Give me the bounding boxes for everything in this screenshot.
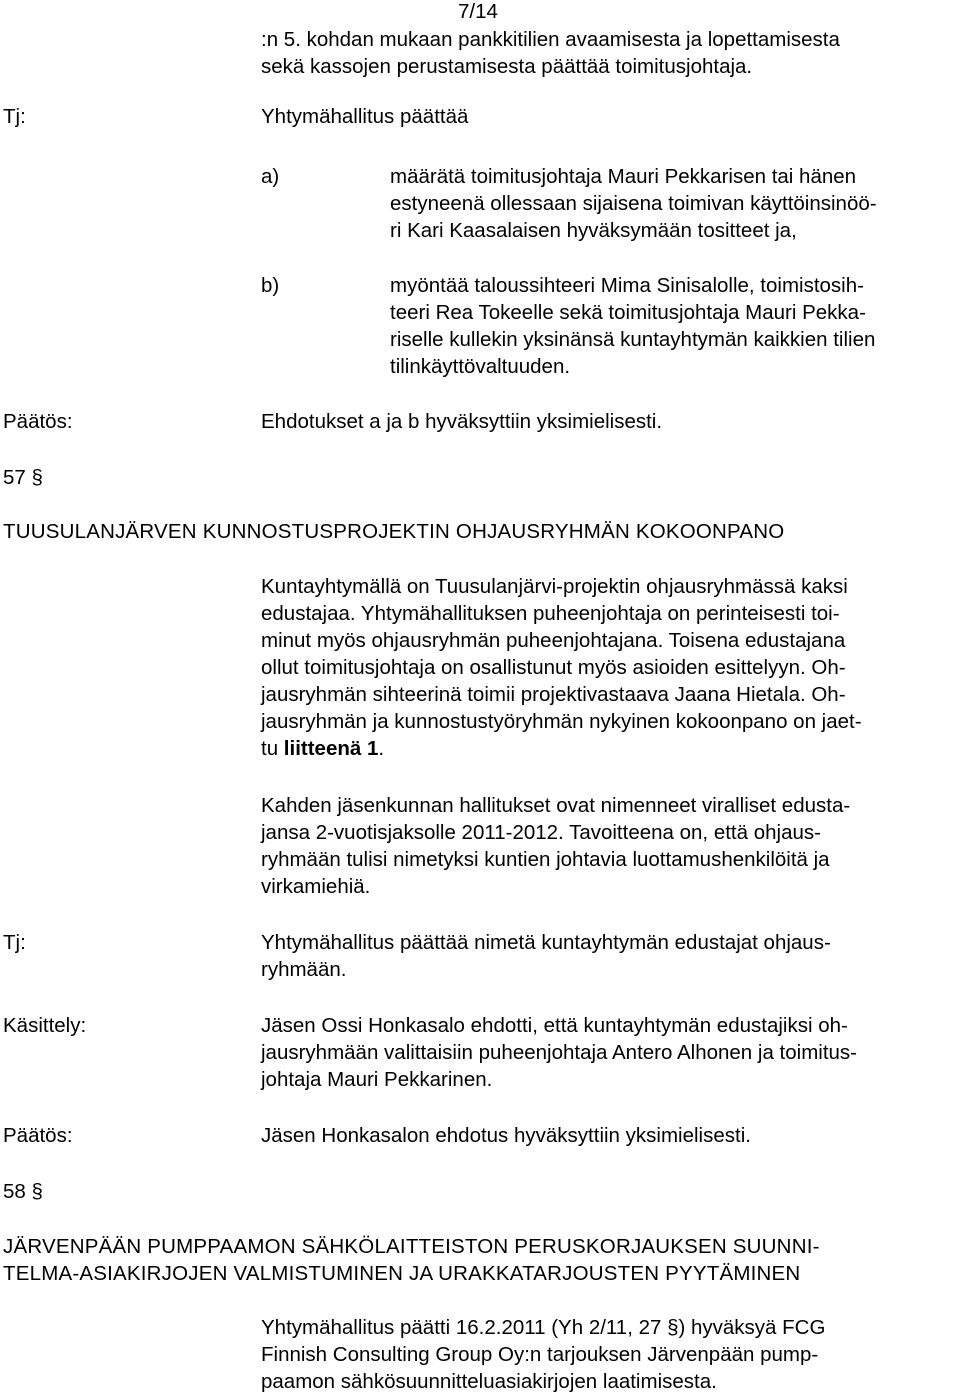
item-b-line: tilinkäyttövaltuuden.	[390, 355, 571, 378]
paragraph-line: minut myös ohjausryhmän puheenjohtajana. Toisena edustajana	[261, 629, 846, 652]
item-b-line: myöntää taloussihteeri Mima Sinisalolle, toimistosih-	[390, 274, 864, 297]
paragraph-text: .	[378, 737, 385, 760]
section-title-line: TELMA-ASIAKIRJOJEN VALMISTUMINEN JA URAKKATARJOUSTEN PYYTÄMINEN	[3, 1262, 801, 1285]
paatos-label: Päätös:	[3, 410, 73, 433]
kasittely-line: johtaja Mauri Pekkarinen.	[261, 1068, 493, 1091]
item-b-line: riselle kullekin yksinänsä kuntayhtymän kaikkien tilien	[390, 328, 876, 351]
item-a-line: määrätä toimitusjohtaja Mauri Pekkarisen tai hänen	[390, 165, 857, 188]
attachment-reference: liitteenä 1	[283, 737, 379, 760]
kasittely-label: Käsittely:	[3, 1014, 87, 1037]
kasittely-line: Jäsen Ossi Honkasalo ehdotti, että kuntayhtymän edustajiksi oh-	[261, 1014, 848, 1037]
paragraph-line: paamon sähkösuunnitteluasiakirjojen laatimisesta.	[261, 1370, 717, 1393]
item-a-line: estyneenä ollessaan sijaisena toimivan käyttöinsinöö-	[390, 192, 877, 215]
paragraph-line: Finnish Consulting Group Oy:n tarjouksen Järvenpään pump-	[261, 1343, 819, 1366]
item-a-line: ri Kari Kaasalaisen hyväksymään tositteet ja,	[390, 219, 797, 242]
continuation-line-1: :n 5. kohdan mukaan pankkitilien avaamisesta ja lopettamisesta	[261, 28, 840, 51]
paatos-text: Jäsen Honkasalon ehdotus hyväksyttiin yksimielisesti.	[261, 1124, 751, 1147]
item-a-letter: a)	[261, 165, 280, 188]
kasittely-line: jausryhmään valittaisiin puheenjohtaja Antero Alhonen ja toimitus-	[261, 1041, 858, 1064]
paragraph-line: edustajaa. Yhtymähallituksen puheenjohtaja on perinteisesti toi-	[261, 602, 840, 625]
paragraph-line: jausryhmän sihteerinä toimii projektivastaava Jaana Hietala. Oh-	[261, 683, 846, 706]
paatos-label: Päätös:	[3, 1124, 73, 1147]
paragraph-line: Yhtymähallitus päätti 16.2.2011 (Yh 2/11, 27 §) hyväksyä FCG	[261, 1316, 826, 1339]
tj-line: ryhmään.	[261, 958, 347, 981]
paragraph-line: jausryhmän ja kunnostustyöryhmän nykyinen kokoonpano on jaet-	[261, 710, 862, 733]
section-number: 58 §	[3, 1180, 43, 1203]
item-b-line: teeri Rea Tokeelle sekä toimitusjohtaja Mauri Pekka-	[390, 301, 866, 324]
paragraph-line: ryhmään tulisi nimetyksi kuntien johtavia luottamushenkilöitä ja	[261, 848, 830, 871]
paragraph-line: ollut toimitusjohtaja on osallistunut myös asioiden esittelyyn. Oh-	[261, 656, 846, 679]
section-title: TUUSULANJÄRVEN KUNNOSTUSPROJEKTIN OHJAUSRYHMÄN KOKOONPANO	[3, 520, 785, 543]
section-number: 57 §	[3, 466, 43, 489]
continuation-line-2: sekä kassojen perustamisesta päättää toimitusjohtaja.	[261, 55, 753, 78]
paragraph-line: Kahden jäsenkunnan hallitukset ovat nimenneet viralliset edusta-	[261, 794, 851, 817]
page-number: 7/14	[458, 0, 498, 23]
paragraph-line: Kuntayhtymällä on Tuusulanjärvi-projektin ohjausryhmässä kaksi	[261, 575, 848, 598]
section-title-line: JÄRVENPÄÄN PUMPPAAMON SÄHKÖLAITTEISTON PERUSKORJAUKSEN SUUNNI-	[3, 1235, 820, 1258]
tj-line: Yhtymähallitus päättää nimetä kuntayhtymän edustajat ohjaus-	[261, 931, 831, 954]
tj-label: Tj:	[3, 931, 26, 954]
paragraph-line: jansa 2-vuotisjaksolle 2011-2012. Tavoitteena on, että ohjaus-	[261, 821, 821, 844]
tj-text: Yhtymähallitus päättää	[261, 105, 469, 128]
paragraph-text: tu	[261, 737, 284, 760]
paatos-text: Ehdotukset a ja b hyväksyttiin yksimielisesti.	[261, 410, 663, 433]
paragraph-line: virkamiehiä.	[261, 875, 371, 898]
tj-label: Tj:	[3, 105, 26, 128]
paragraph-last-line	[261, 735, 384, 762]
item-b-letter: b)	[261, 274, 280, 297]
